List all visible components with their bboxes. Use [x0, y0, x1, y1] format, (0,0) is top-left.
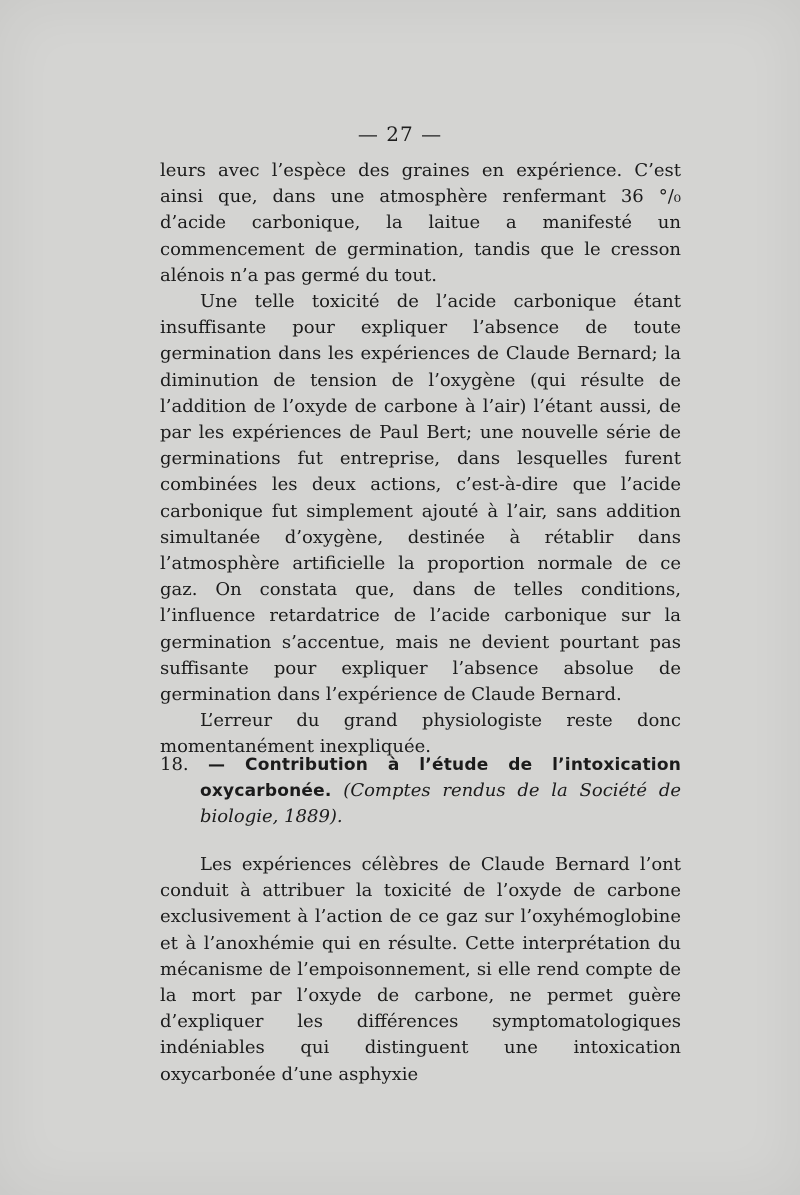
paragraph-continuation: leurs avec l’espèce des graines en expérience. C’est ainsi que, dans une atmosphère renfermant 36 °/₀ d’acide carbonique, la laitue a manifesté un commencement de germination, tandis que le cresson alénois n’a pas germé du tout. — [160, 160, 681, 286]
page-number: — 27 — — [357, 122, 443, 146]
paragraph-conclusion: L’erreur du grand physiologiste reste donc momentanément inexpliquée. — [160, 710, 681, 758]
section-citation: (Comptes rendus de la Société de biologie, 1889). — [200, 780, 681, 828]
section-heading-block — [160, 752, 681, 831]
section-heading — [160, 752, 681, 831]
paragraph-experiments: Les expériences célèbres de Claude Bernard l’ont conduit à attribuer la toxicité de l’oxyde de carbone exclusivement à l’action de ce gaz sur l’oxyhémoglobine et à l’anoxhémie qui en résulte. Cette interprétation du mécanisme de l’empoisonnement, si elle rend compte de la mort par l’oxyde de carbone, ne permet guère d’expliquer les différences symptomatologiques indéniables qui distinguent une intoxication oxycarbonée d’une asphyxie — [160, 854, 681, 1085]
paragraph-toxicity: Une telle toxicité de l’acide carbonique étant insuffisante pour expliquer l’absence de toute germination dans les expériences de Claude Bernard; la diminution de tension de l’oxygène (qui résulte de l’addition de l’oxyde de carbone à l’air) l’étant aussi, de par les expériences de Paul Bert; une nouvelle série de germinations fut entreprise, dans lesquelles furent combinées les deux actions, c’est-à-dire que l’acide carbonique fut simplement ajouté à l’air, sans addition simultanée d’oxygène, destinée à rétablir dans l’atmosphère artificielle la proportion normale de ce gaz. On constata que, dans de telles conditions, l’influence retardatrice de l’acide carbonique sur la germination s’accentue, mais ne devient pourtant pas suffisante pour expliquer l’absence absolue de germination dans l’expérience de Claude Bernard. — [160, 291, 681, 706]
body-text-bottom — [160, 852, 681, 1088]
section-title: — Contribution à l’étude de l’intoxication oxycarbonée. — [200, 755, 681, 802]
body-text-top — [160, 158, 681, 761]
section-number: 18. — [160, 754, 189, 775]
